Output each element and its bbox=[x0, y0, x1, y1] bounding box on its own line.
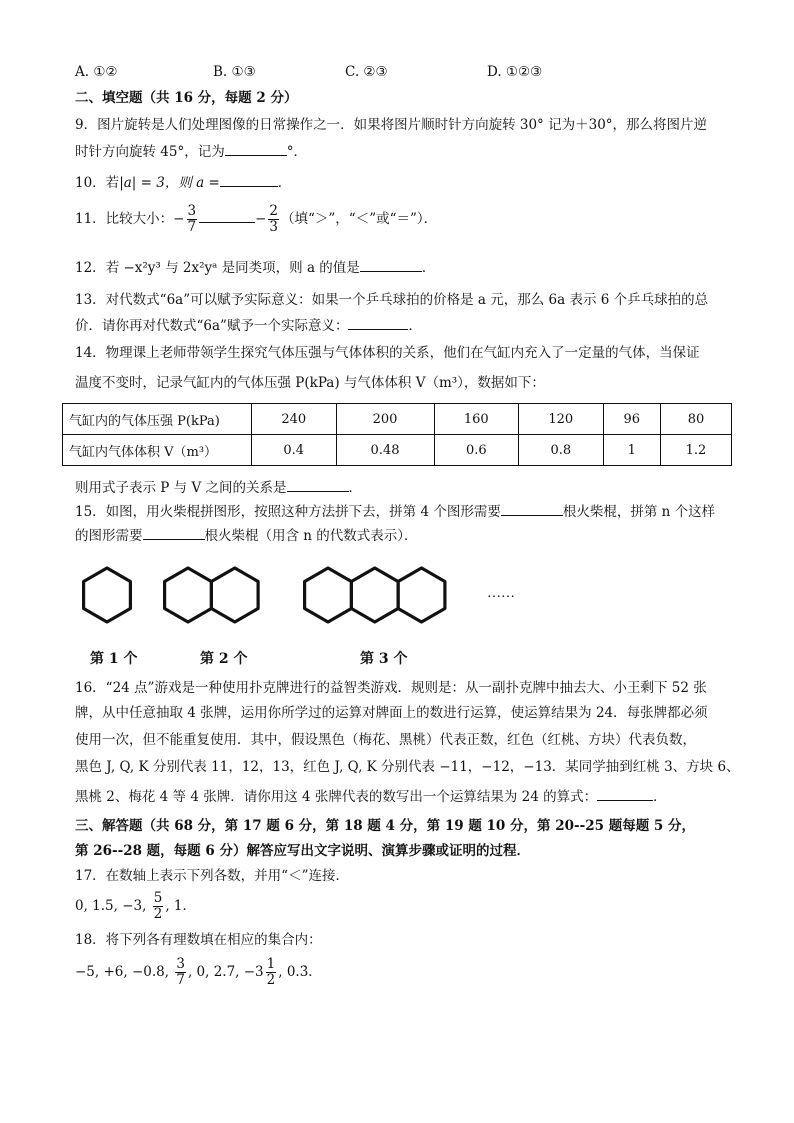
q14-line1: 14．物理课上老师带领学生探究气体压强与气体体积的关系，他们在气缸内充入了一定量的气体，当保证 bbox=[75, 345, 700, 361]
hexagon-mark bbox=[211, 568, 258, 622]
q14-blank[interactable] bbox=[287, 477, 349, 492]
q15-blank1[interactable] bbox=[501, 501, 563, 516]
q17-frac-den: 2 bbox=[153, 906, 163, 922]
q17-line1: 17．在数轴上表示下列各数，并用“＜”连接． bbox=[75, 868, 349, 884]
q16-blank[interactable] bbox=[597, 786, 653, 801]
q10-blank[interactable] bbox=[220, 172, 278, 187]
q15-line2 bbox=[75, 525, 418, 546]
q9-text: 时针方向旋转 45°，记为 bbox=[75, 144, 225, 160]
q11-text: 11．比较大小：− bbox=[75, 211, 185, 227]
q18-nums-c: , 0.3̇． bbox=[278, 964, 322, 980]
hexagon-mark bbox=[305, 568, 352, 622]
table-cell: 160 bbox=[434, 404, 519, 435]
q11-frac2-num: 2 bbox=[269, 203, 278, 219]
choice-c: C. ②③ bbox=[345, 64, 388, 80]
q11-hint: （填“＞”，“＜”或“＝”）． bbox=[281, 211, 438, 227]
q9-line1: 9．图片旋转是人们处理图像的日常操作之一．如果将图片顺时针方向旋转 30° 记为＋30°，那么将图片逆 bbox=[75, 117, 708, 133]
section3-line1: 三、解答题（共 68 分，第 17 题 6 分，第 18 题 4 分，第 19 题 10 分，第 20--25 题每题 5 分， bbox=[75, 818, 695, 834]
hexagon-mark bbox=[165, 568, 212, 622]
q14-row2-head: 气缸内气体体积 V（m³） bbox=[63, 435, 252, 466]
table-cell: 120 bbox=[519, 404, 604, 435]
q17-nums-b: , 1． bbox=[165, 898, 196, 914]
q10-expr: |a| = 3，则 a = bbox=[119, 175, 220, 191]
q17-nums-a: 0, 1.5, −3, bbox=[75, 898, 151, 914]
q14-end: ． bbox=[348, 480, 362, 496]
table-row bbox=[63, 435, 732, 466]
table-cell: 1 bbox=[603, 435, 660, 466]
section3-line2: 第 26--28 题，每题 6 分）解答应写出文字说明、演算步骤或证明的过程． bbox=[75, 843, 530, 859]
q14-line2: 温度不变时，记录气缸内的气体压强 P(kPa) 与气体体积 V（m³），数据如下： bbox=[75, 375, 545, 391]
table-cell: 96 bbox=[603, 404, 660, 435]
q13-end: ． bbox=[408, 318, 422, 334]
table-cell: 80 bbox=[660, 404, 731, 435]
q14-after-text: 则用式子表示 P 与 V 之间的关系是 bbox=[75, 480, 287, 496]
q16-line2: 牌，从中任意抽取 4 张牌，运用你所学过的运算对牌面上的数进行运算，使运算结果为 24．每张牌都必须 bbox=[75, 705, 708, 721]
q15-ellipsis: …… bbox=[487, 586, 515, 601]
q10-end: ． bbox=[277, 175, 292, 191]
q12-end: ． bbox=[421, 260, 436, 276]
q15-text3: 的图形需要 bbox=[75, 528, 143, 544]
hexagon-mark bbox=[351, 568, 398, 622]
q12-text: 12．若 −x²y³ 与 2x²yᵃ 是同类项，则 a 的值是 bbox=[75, 260, 360, 276]
q9-line2 bbox=[75, 141, 307, 162]
q13-line2 bbox=[75, 315, 422, 336]
q10-line bbox=[75, 172, 291, 193]
q9-blank[interactable] bbox=[225, 141, 287, 156]
table-cell: 0.4 bbox=[252, 435, 337, 466]
q13-line1: 13．对代数式“6a”可以赋予实际意义：如果一个乒乓球拍的价格是 a 元，那么 6a 表示 6 个乒乓球拍的总 bbox=[75, 292, 709, 308]
q16-line3: 使用一次，但不能重复使用．其中，假设黑色（梅花、黑桃）代表正数，红色（红桃、方块）代表负数， bbox=[75, 732, 696, 748]
q11-frac2 bbox=[268, 204, 279, 235]
q17-frac bbox=[153, 891, 164, 922]
q16-line4: 黑色 J, Q, K 分别代表 11，12，13，红色 J, Q, K 分别代表 −11，−12，−13．某同学抽到红桃 3、方块 6、 bbox=[75, 759, 740, 775]
q11-frac1 bbox=[187, 204, 198, 235]
q11-frac1-num: 3 bbox=[187, 203, 197, 219]
q9-unit: °． bbox=[286, 144, 307, 160]
q13-text: 价．请你再对代数式“6a”赋予一个实际意义： bbox=[75, 318, 349, 334]
q18-line1: 18．将下列各有理数填在相应的集合内： bbox=[75, 932, 322, 948]
fig-label-1: 第 1 个 bbox=[90, 651, 138, 667]
q11-frac1-den: 7 bbox=[187, 219, 197, 235]
q16-line5 bbox=[75, 786, 667, 807]
table-cell: 240 bbox=[252, 404, 337, 435]
hexagon-mark bbox=[398, 568, 445, 622]
q18-numbers bbox=[75, 955, 322, 989]
q11-blank[interactable] bbox=[199, 208, 255, 223]
q18-frac2-den: 2 bbox=[266, 972, 276, 988]
table-cell: 0.48 bbox=[336, 435, 434, 466]
q10-num: 10．若 bbox=[75, 175, 120, 191]
choices-row bbox=[0, 62, 794, 82]
table-cell: 200 bbox=[336, 404, 434, 435]
fig-label-3: 第 3 个 bbox=[360, 651, 408, 667]
section2-title: 二、填空题（共 16 分，每题 2 分） bbox=[75, 90, 298, 106]
q14-row1-head: 气缸内的气体压强 P(kPa) bbox=[63, 404, 252, 435]
hexagon-mark bbox=[84, 568, 131, 622]
q15-line1 bbox=[75, 501, 715, 522]
matchstick-hexagon-figures bbox=[75, 555, 525, 635]
table-cell: 1.2 bbox=[660, 435, 731, 466]
q16-line1: 16．“24 点”游戏是一种使用扑克牌进行的益智类游戏．规则是：从一副扑克牌中抽去大、小王剩下 52 张 bbox=[75, 680, 707, 696]
q18-frac1-num: 3 bbox=[176, 956, 185, 972]
q15-text1: 15．如图，用火柴棍拼图形，按照这种方法拼下去，拼第 4 个图形需要 bbox=[75, 504, 501, 520]
q14-table bbox=[62, 403, 732, 466]
fig-label-2: 第 2 个 bbox=[200, 651, 248, 667]
table-row bbox=[63, 404, 732, 435]
q13-blank[interactable] bbox=[348, 315, 408, 330]
choice-b: B. ①③ bbox=[213, 64, 256, 80]
q11-line bbox=[75, 202, 437, 236]
q18-frac2 bbox=[266, 957, 277, 988]
table-cell: 0.8 bbox=[519, 435, 604, 466]
q16-end: ． bbox=[653, 789, 667, 805]
table-cell: 0.6 bbox=[434, 435, 519, 466]
q18-frac1 bbox=[175, 957, 186, 988]
q12-line bbox=[75, 257, 435, 278]
q18-frac2-num: 1 bbox=[266, 956, 276, 972]
choice-a: A. ①② bbox=[75, 64, 118, 80]
q12-blank[interactable] bbox=[360, 257, 422, 272]
q15-blank2[interactable] bbox=[143, 525, 205, 540]
q11-frac2-den: 3 bbox=[269, 219, 278, 235]
q18-nums-b: , 0, 2.7, −3 bbox=[187, 964, 264, 980]
q15-text2: 根火柴棍，拼第 n 个这样 bbox=[562, 504, 716, 520]
q15-text4: 根火柴棍（用含 n 的代数式表示）． bbox=[204, 528, 418, 544]
q11-minus: − bbox=[255, 211, 267, 227]
q14-after bbox=[75, 477, 362, 498]
q17-frac-num: 5 bbox=[153, 890, 163, 906]
q16-text: 黑桃 2、梅花 4 等 4 张牌．请你用这 4 张牌代表的数写出一个运算结果为 24 的算式： bbox=[75, 789, 598, 805]
q17-numbers bbox=[75, 889, 196, 923]
q18-frac1-den: 7 bbox=[176, 972, 185, 988]
q18-nums-a: −5, +6, −0.8, bbox=[75, 964, 174, 980]
choice-d: D. ①②③ bbox=[487, 64, 543, 80]
